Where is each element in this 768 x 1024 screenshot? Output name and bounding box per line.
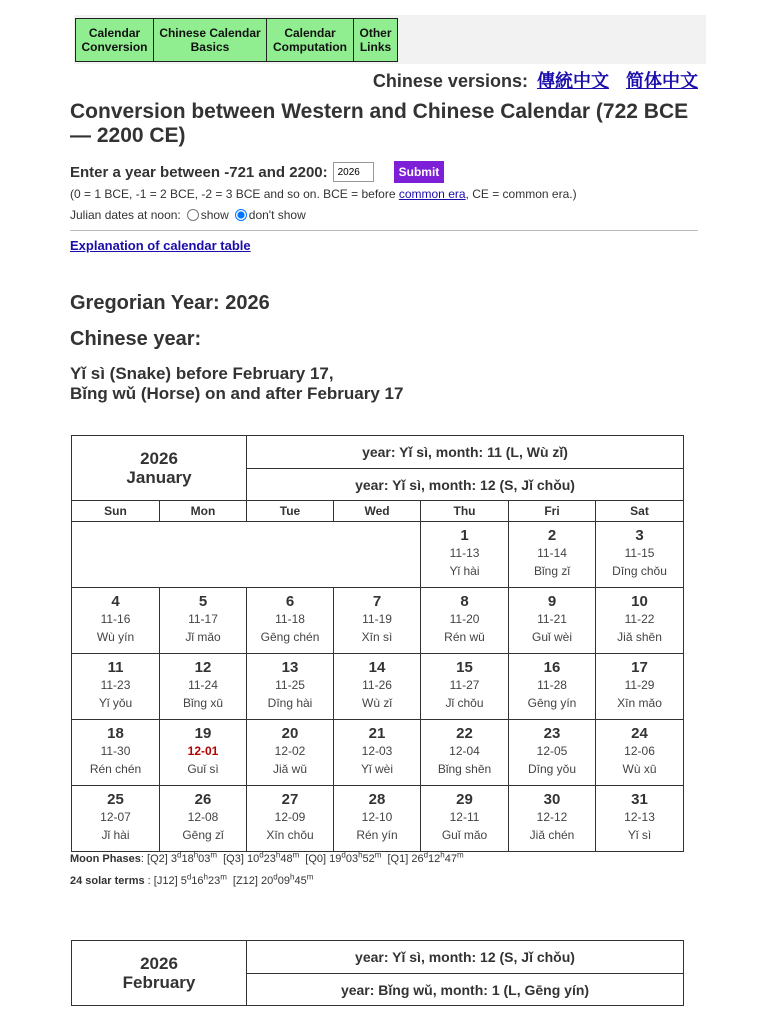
ganzhi-day: Gēng chén — [260, 630, 320, 644]
ganzhi-day: Guǐ sì — [187, 762, 219, 776]
lunar-date: 11-20 — [449, 612, 480, 626]
ganzhi-day: Wù zǐ — [362, 696, 393, 710]
traditional-chinese-link[interactable]: 傳統中文 — [536, 71, 609, 91]
gregorian-date: 26 — [194, 791, 212, 808]
weekday-header: Sun — [72, 501, 160, 522]
ganzhi-day: Gēng zǐ — [182, 828, 224, 842]
february-calendar — [71, 940, 684, 1006]
ganzhi-day: Jǐ chǒu — [445, 696, 484, 710]
ganzhi-day: Dīng chǒu — [612, 564, 667, 578]
nav-calendar-conversion[interactable]: Calendar Conversion — [76, 19, 154, 62]
explanation-link[interactable]: Explanation of calendar table — [70, 238, 251, 253]
year-form — [70, 161, 444, 183]
lunar-date: 12-13 — [624, 810, 655, 824]
ganzhi-day: Xīn sì — [361, 630, 393, 644]
moon-phases: Moon Phases: [Q2] 3$^d$18$^h$03$^m$ [Q3] 10$^d$23$^h$48$^m$ [Q0] 19$^d$03$^h$52$^m$ [Q1] 26$^d$12$^h$47$^m$ — [70, 850, 464, 865]
lunar-date: 12-05 — [536, 744, 568, 758]
day-cell — [509, 720, 596, 786]
day-cell — [160, 588, 247, 654]
day-cell — [247, 588, 334, 654]
month-header: 2026 February — [72, 941, 247, 1006]
moon-phase-entry: [Q2] 3$^d$18$^h$03$^m$ — [147, 850, 218, 865]
day-cell — [72, 654, 160, 720]
chinese-versions — [373, 67, 698, 93]
ganzhi-day: Jǐ mǎo — [185, 630, 221, 644]
chinese-month-row-2: year: Bǐng wǔ, month: 1 (L, Gēng yín) — [247, 974, 684, 1006]
moon-phases-label: Moon Phases — [70, 853, 141, 865]
gregorian-date: 29 — [456, 791, 473, 808]
day-cell — [421, 786, 509, 852]
ganzhi-day: Jiǎ shēn — [617, 630, 662, 644]
lunar-date: 11-22 — [624, 612, 655, 626]
lunar-date: 12-09 — [274, 810, 306, 824]
ganzhi-day: Xīn mǎo — [617, 696, 662, 710]
ganzhi-day: Guǐ wèi — [532, 630, 573, 644]
weekday-header: Mon — [160, 501, 247, 522]
gregorian-date: 27 — [281, 791, 299, 808]
day-cell — [72, 786, 160, 852]
solar-terms: 24 solar terms : [J12] 5$^d$16$^h$23$^m$ [Z12] 20$^d$09$^h$45$^m$ — [70, 872, 314, 887]
gregorian-date: 10 — [631, 593, 648, 610]
gregorian-date: 18 — [107, 725, 124, 742]
year-input[interactable] — [333, 162, 374, 182]
chinese-month-row-1: year: Yǐ sì, month: 12 (S, Jǐ chǒu) — [247, 941, 684, 974]
lunar-date: 12-10 — [361, 810, 393, 824]
moon-phase-entry: [Q1] 26$^d$12$^h$47$^m$ — [387, 850, 464, 865]
ganzhi-day: Rén yín — [356, 828, 398, 842]
lunar-date: 12-03 — [361, 744, 393, 758]
solar-term-entry: [Z12] 20$^d$09$^h$45$^m$ — [232, 872, 314, 887]
day-cell — [334, 720, 421, 786]
moon-phase-entry: [Q0] 19$^d$03$^h$52$^m$ — [305, 850, 382, 865]
january-calendar — [71, 435, 684, 852]
day-cell — [596, 522, 684, 588]
chinese-year-description: Yǐ sì (Snake) before February 17, Bǐng wǔ (Horse) on and after February 17 — [70, 364, 404, 403]
gregorian-date: 8 — [460, 593, 469, 610]
year-prompt: Enter a year between -721 and 2200: — [70, 163, 328, 181]
common-era-link[interactable]: common era — [398, 187, 466, 201]
gregorian-date: 16 — [543, 659, 561, 676]
nav-chinese-calendar-basics[interactable]: Chinese Calendar Basics — [154, 19, 267, 62]
lunar-date: 11-26 — [362, 678, 392, 692]
gregorian-date: 30 — [543, 791, 561, 808]
day-cell — [72, 588, 160, 654]
week-row — [72, 522, 684, 588]
gregorian-date: 12 — [194, 659, 212, 676]
gregorian-date: 24 — [631, 725, 648, 742]
gregorian-date: 1 — [460, 527, 469, 544]
empty-cell — [72, 522, 421, 588]
day-cell — [160, 654, 247, 720]
day-cell — [334, 588, 421, 654]
gregorian-date: 21 — [368, 725, 386, 742]
gregorian-date: 3 — [635, 527, 644, 544]
lunar-date: 11-25 — [275, 678, 305, 692]
day-cell — [509, 522, 596, 588]
lunar-date: 11-15 — [624, 546, 655, 560]
day-cell — [596, 588, 684, 654]
ganzhi-day: Wù yín — [96, 630, 135, 644]
era-note: (0 = 1 BCE, -1 = 2 BCE, -2 = 3 BCE and so on. BCE = before common era, CE = common era.) — [70, 187, 577, 201]
chinese-month-row-1: year: Yǐ sì, month: 11 (L, Wù zǐ) — [247, 436, 684, 469]
versions-label: Chinese versions: — [372, 71, 528, 91]
week-row — [72, 654, 684, 720]
lunar-date: 12-04 — [449, 744, 480, 758]
lunar-date: 12-02 — [274, 744, 306, 758]
submit-button[interactable]: Submit — [394, 161, 445, 183]
lunar-date: 11-17 — [188, 612, 218, 626]
lunar-date: 12-08 — [187, 810, 219, 824]
lunar-date: 11-16 — [100, 612, 131, 626]
week-row — [72, 588, 684, 654]
day-cell — [247, 654, 334, 720]
gregorian-date: 14 — [368, 659, 386, 676]
lunar-date: 12-11 — [449, 810, 480, 824]
gregorian-date: 4 — [111, 593, 120, 610]
julian-options: Julian dates at noon: show don't show — [70, 208, 306, 222]
lunar-date: 11-21 — [537, 612, 567, 626]
day-cell — [247, 786, 334, 852]
day-cell — [596, 720, 684, 786]
ganzhi-day: Xīn chǒu — [266, 828, 314, 842]
gregorian-date: 22 — [456, 725, 473, 742]
solar-term-entry: [J12] 5$^d$16$^h$23$^m$ — [153, 872, 227, 887]
lunar-date: 12-06 — [624, 744, 655, 758]
lunar-date: 11-28 — [537, 678, 567, 692]
lunar-date: 11-19 — [362, 612, 392, 626]
ganzhi-day: Bǐng zǐ — [534, 564, 571, 578]
gregorian-date: 7 — [372, 593, 382, 610]
lunar-date: 12-07 — [100, 810, 131, 824]
ganzhi-day: Bǐng xū — [182, 696, 224, 710]
gregorian-date: 20 — [281, 725, 299, 742]
day-cell — [160, 786, 247, 852]
gregorian-year: Gregorian Year: 2026 — [70, 292, 270, 314]
gregorian-date: 2 — [547, 527, 557, 544]
day-cell — [421, 522, 509, 588]
day-cell — [421, 588, 509, 654]
lunar-date: 11-30 — [100, 744, 131, 758]
day-cell — [596, 654, 684, 720]
gregorian-date: 17 — [631, 659, 648, 676]
chinese-year-heading: Chinese year: — [70, 328, 202, 350]
page-title: Conversion between Western and Chinese Calendar (722 BCE — 2200 CE) — [70, 100, 689, 147]
weekday-header: Wed — [334, 501, 421, 522]
weekday-header: Thu — [421, 501, 509, 522]
gregorian-date: 11 — [107, 659, 124, 676]
gregorian-date: 15 — [456, 659, 473, 676]
ganzhi-day: Jǐ hài — [101, 828, 130, 842]
ganzhi-day: Gēng yín — [527, 696, 577, 710]
lunar-date: 11-27 — [449, 678, 480, 692]
divider — [70, 230, 698, 231]
day-cell — [421, 720, 509, 786]
week-row — [72, 720, 684, 786]
top-nav — [75, 18, 398, 62]
ganzhi-day: Jiǎ wǔ — [273, 762, 308, 776]
weekday-header: Tue — [247, 501, 334, 522]
lunar-date: 11-13 — [449, 546, 480, 560]
day-cell — [421, 654, 509, 720]
lunar-date: 11-23 — [100, 678, 131, 692]
day-cell — [509, 654, 596, 720]
gregorian-date: 5 — [198, 593, 208, 610]
lunar-date: 11-24 — [188, 678, 218, 692]
nav-calendar-computation[interactable]: Calendar Computation — [267, 19, 354, 62]
ganzhi-day: Dīng hài — [267, 696, 313, 710]
day-cell — [509, 588, 596, 654]
lunar-date: 12-01 — [187, 744, 219, 758]
chinese-month-row-2: year: Yǐ sì, month: 12 (S, Jǐ chǒu) — [247, 469, 684, 501]
weekday-header: Fri — [509, 501, 596, 522]
moon-phase-entry: [Q3] 10$^d$23$^h$48$^m$ — [223, 850, 300, 865]
ganzhi-day: Rén wǔ — [444, 630, 485, 644]
ganzhi-day: Dīng yǒu — [528, 762, 577, 776]
weekday-header: Sat — [596, 501, 684, 522]
gregorian-date: 19 — [194, 725, 212, 742]
ganzhi-day: Yǐ hài — [449, 564, 480, 578]
day-cell — [247, 720, 334, 786]
julian-dont-show-radio[interactable] — [235, 209, 247, 221]
gregorian-date: 13 — [281, 659, 299, 676]
gregorian-date: 23 — [543, 725, 561, 742]
lunar-date: 11-29 — [624, 678, 655, 692]
ganzhi-day: Yǐ yǒu — [98, 696, 133, 710]
gregorian-date: 6 — [285, 593, 295, 610]
day-cell — [334, 654, 421, 720]
day-cell — [509, 786, 596, 852]
ganzhi-day: Yǐ sì — [627, 828, 652, 842]
day-cell — [160, 720, 247, 786]
month-header: 2026 January — [72, 436, 247, 501]
nav-other-links[interactable]: Other Links — [354, 19, 398, 62]
julian-label: Julian dates at noon: — [70, 208, 181, 222]
ganzhi-day: Yǐ wèi — [361, 762, 394, 776]
day-cell — [334, 786, 421, 852]
week-row — [72, 786, 684, 852]
ganzhi-day: Wù xū — [622, 762, 657, 776]
gregorian-date: 25 — [107, 791, 124, 808]
lunar-date: 11-14 — [537, 546, 567, 560]
ganzhi-day: Guǐ mǎo — [441, 828, 488, 842]
gregorian-date: 9 — [547, 593, 557, 610]
ganzhi-day: Rén chén — [89, 762, 142, 776]
lunar-date: 11-18 — [275, 612, 305, 626]
day-cell — [72, 720, 160, 786]
day-cell — [596, 786, 684, 852]
solar-terms-label: 24 solar terms — [70, 875, 145, 887]
ganzhi-day: Jiǎ chén — [529, 828, 575, 842]
gregorian-date: 31 — [631, 791, 648, 808]
simplified-chinese-link[interactable]: 简体中文 — [626, 71, 698, 91]
lunar-date: 12-12 — [536, 810, 568, 824]
gregorian-date: 28 — [368, 791, 386, 808]
ganzhi-day: Bǐng shēn — [437, 762, 492, 776]
julian-show-radio[interactable] — [187, 209, 199, 221]
